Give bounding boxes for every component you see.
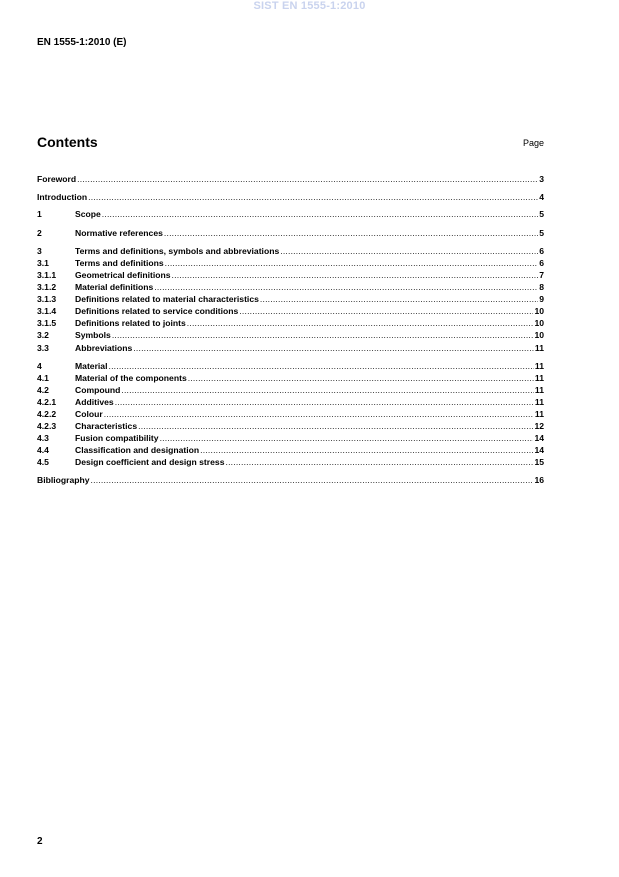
toc-entry[interactable] [37,257,544,269]
toc-entry[interactable] [37,317,544,329]
toc-dot-leader [154,281,538,293]
toc-entry-title: Fusion compatibility [75,433,159,443]
toc-dot-leader [172,269,539,281]
toc-entry-number: 4.2.1 [37,397,57,407]
toc-entry-number: 4.1 [37,373,49,383]
toc-dot-leader [164,227,538,239]
toc-dot-leader [160,432,534,444]
toc-entry[interactable] [37,396,544,408]
toc-dot-leader [138,420,533,432]
toc-entry-page: 11 [534,397,544,407]
watermark: SIST EN 1555-1:2010 [253,0,366,12]
toc-entry-number: 4.2 [37,385,49,395]
toc-entry-number: 4.4 [37,445,49,455]
toc-entry-title: Bibliography [37,475,90,485]
toc-dot-leader [91,474,534,486]
toc-entry-title: Design coefficient and design stress [75,457,225,467]
toc-entry[interactable] [37,293,544,305]
toc-entry-page: 4 [539,192,544,202]
toc-entry-number: 4.2.3 [37,421,57,431]
page-column-label: Page [522,138,544,148]
toc-entry-title: Compound [75,385,121,395]
toc-entry-page: 5 [539,228,544,238]
page-number: 2 [37,836,43,847]
toc-entry-page: 11 [534,361,544,371]
toc-entry-page: 9 [539,294,544,304]
toc-entry-page: 10 [534,306,544,316]
toc-entry-page: 6 [539,246,544,256]
toc-entry-title: Additives [75,397,114,407]
toc-entry-number: 3 [37,246,42,256]
toc-entry-number: 4 [37,361,42,371]
toc-entry[interactable] [37,342,544,354]
toc-entry-page: 6 [539,258,544,268]
toc-entry-title: Geometrical definitions [75,270,171,280]
toc-entry-title: Definitions related to material characteristics [75,294,259,304]
toc-entry-page: 8 [539,282,544,292]
toc-entry-title: Introduction [37,192,88,202]
toc-entry[interactable] [37,372,544,384]
toc-dot-leader [108,360,533,372]
toc-dot-leader [77,173,538,185]
toc-entry-number: 4.2.2 [37,409,57,419]
toc-entry-title: Definitions related to service conditions [75,306,239,316]
toc-entry-page: 11 [534,385,544,395]
toc-entry-page: 10 [534,318,544,328]
toc-entry-title: Characteristics [75,421,138,431]
toc-entry-page: 3 [539,174,544,184]
toc-dot-leader [115,396,534,408]
toc-dot-leader [165,257,539,269]
toc-entry-title: Foreword [37,174,77,184]
toc-entry-title: Definitions related to joints [75,318,186,328]
toc-dot-leader [121,384,534,396]
toc-entry-number: 1 [37,209,42,219]
toc-dot-leader [104,408,534,420]
toc-entry-number: 4.3 [37,433,49,443]
toc-entry-page: 10 [534,330,544,340]
toc-entry[interactable] [37,432,544,444]
toc-dot-leader [260,293,538,305]
toc-entry-number: 2 [37,228,42,238]
toc-entry-number: 3.2 [37,330,49,340]
toc-entry[interactable] [37,456,544,468]
toc-entry-page: 11 [534,373,544,383]
toc-entry-page: 5 [539,209,544,219]
toc-dot-leader [239,305,533,317]
toc-entry-title: Abbreviations [75,343,133,353]
toc-entry-title: Colour [75,409,103,419]
toc-entry[interactable] [37,474,544,486]
toc-entry-title: Terms and definitions, symbols and abbreviations [75,246,280,256]
toc-entry[interactable] [37,281,544,293]
toc-entry-title: Classification and designation [75,445,200,455]
toc-entry-title: Normative references [75,228,163,238]
toc-entry-number: 4.5 [37,457,49,467]
toc-entry[interactable] [37,444,544,456]
toc-entry-number: 3.3 [37,343,49,353]
toc-entry-title: Material [75,361,108,371]
toc-entry-number: 3.1.4 [37,306,57,316]
toc-entry-page: 7 [539,270,544,280]
contents-title: Contents [37,134,98,150]
toc-dot-leader [112,329,534,341]
toc-entry[interactable] [37,191,544,203]
toc-entry[interactable] [37,245,544,257]
toc-entry-title: Material definitions [75,282,154,292]
toc-entry[interactable] [37,420,544,432]
toc-entry[interactable] [37,384,544,396]
toc-entry-page: 11 [534,343,544,353]
toc-entry[interactable] [37,227,544,239]
toc-entry[interactable] [37,329,544,341]
toc-entry-number: 3.1.3 [37,294,57,304]
toc-entry[interactable] [37,360,544,372]
toc-dot-leader [88,191,538,203]
toc-entry-title: Material of the components [75,373,187,383]
toc-entry-page: 14 [534,445,544,455]
toc-entry-number: 3.1 [37,258,49,268]
toc-entry-number: 3.1.5 [37,318,57,328]
toc-entry-page: 16 [534,475,544,485]
toc-entry-number: 3.1.1 [37,270,57,280]
toc-entry-page: 11 [534,409,544,419]
toc-entry-title: Symbols [75,330,111,340]
toc-dot-leader [200,444,533,456]
toc-entry[interactable] [37,208,544,220]
toc-entry[interactable] [37,269,544,281]
toc-dot-leader [133,342,534,354]
toc-entry-page: 15 [534,457,544,467]
document-id: EN 1555-1:2010 (E) [37,37,127,48]
toc-entry[interactable] [37,173,544,185]
toc-entry[interactable] [37,408,544,420]
toc-dot-leader [187,317,534,329]
toc-entry-title: Scope [75,209,101,219]
toc-entry-title: Terms and definitions [75,258,164,268]
toc-entry[interactable] [37,305,544,317]
toc-entry-page: 12 [534,421,544,431]
toc-entry-number: 3.1.2 [37,282,57,292]
toc-dot-leader [102,208,538,220]
toc-dot-leader [280,245,538,257]
toc-dot-leader [188,372,534,384]
toc-entry-page: 14 [534,433,544,443]
toc-dot-leader [225,456,533,468]
